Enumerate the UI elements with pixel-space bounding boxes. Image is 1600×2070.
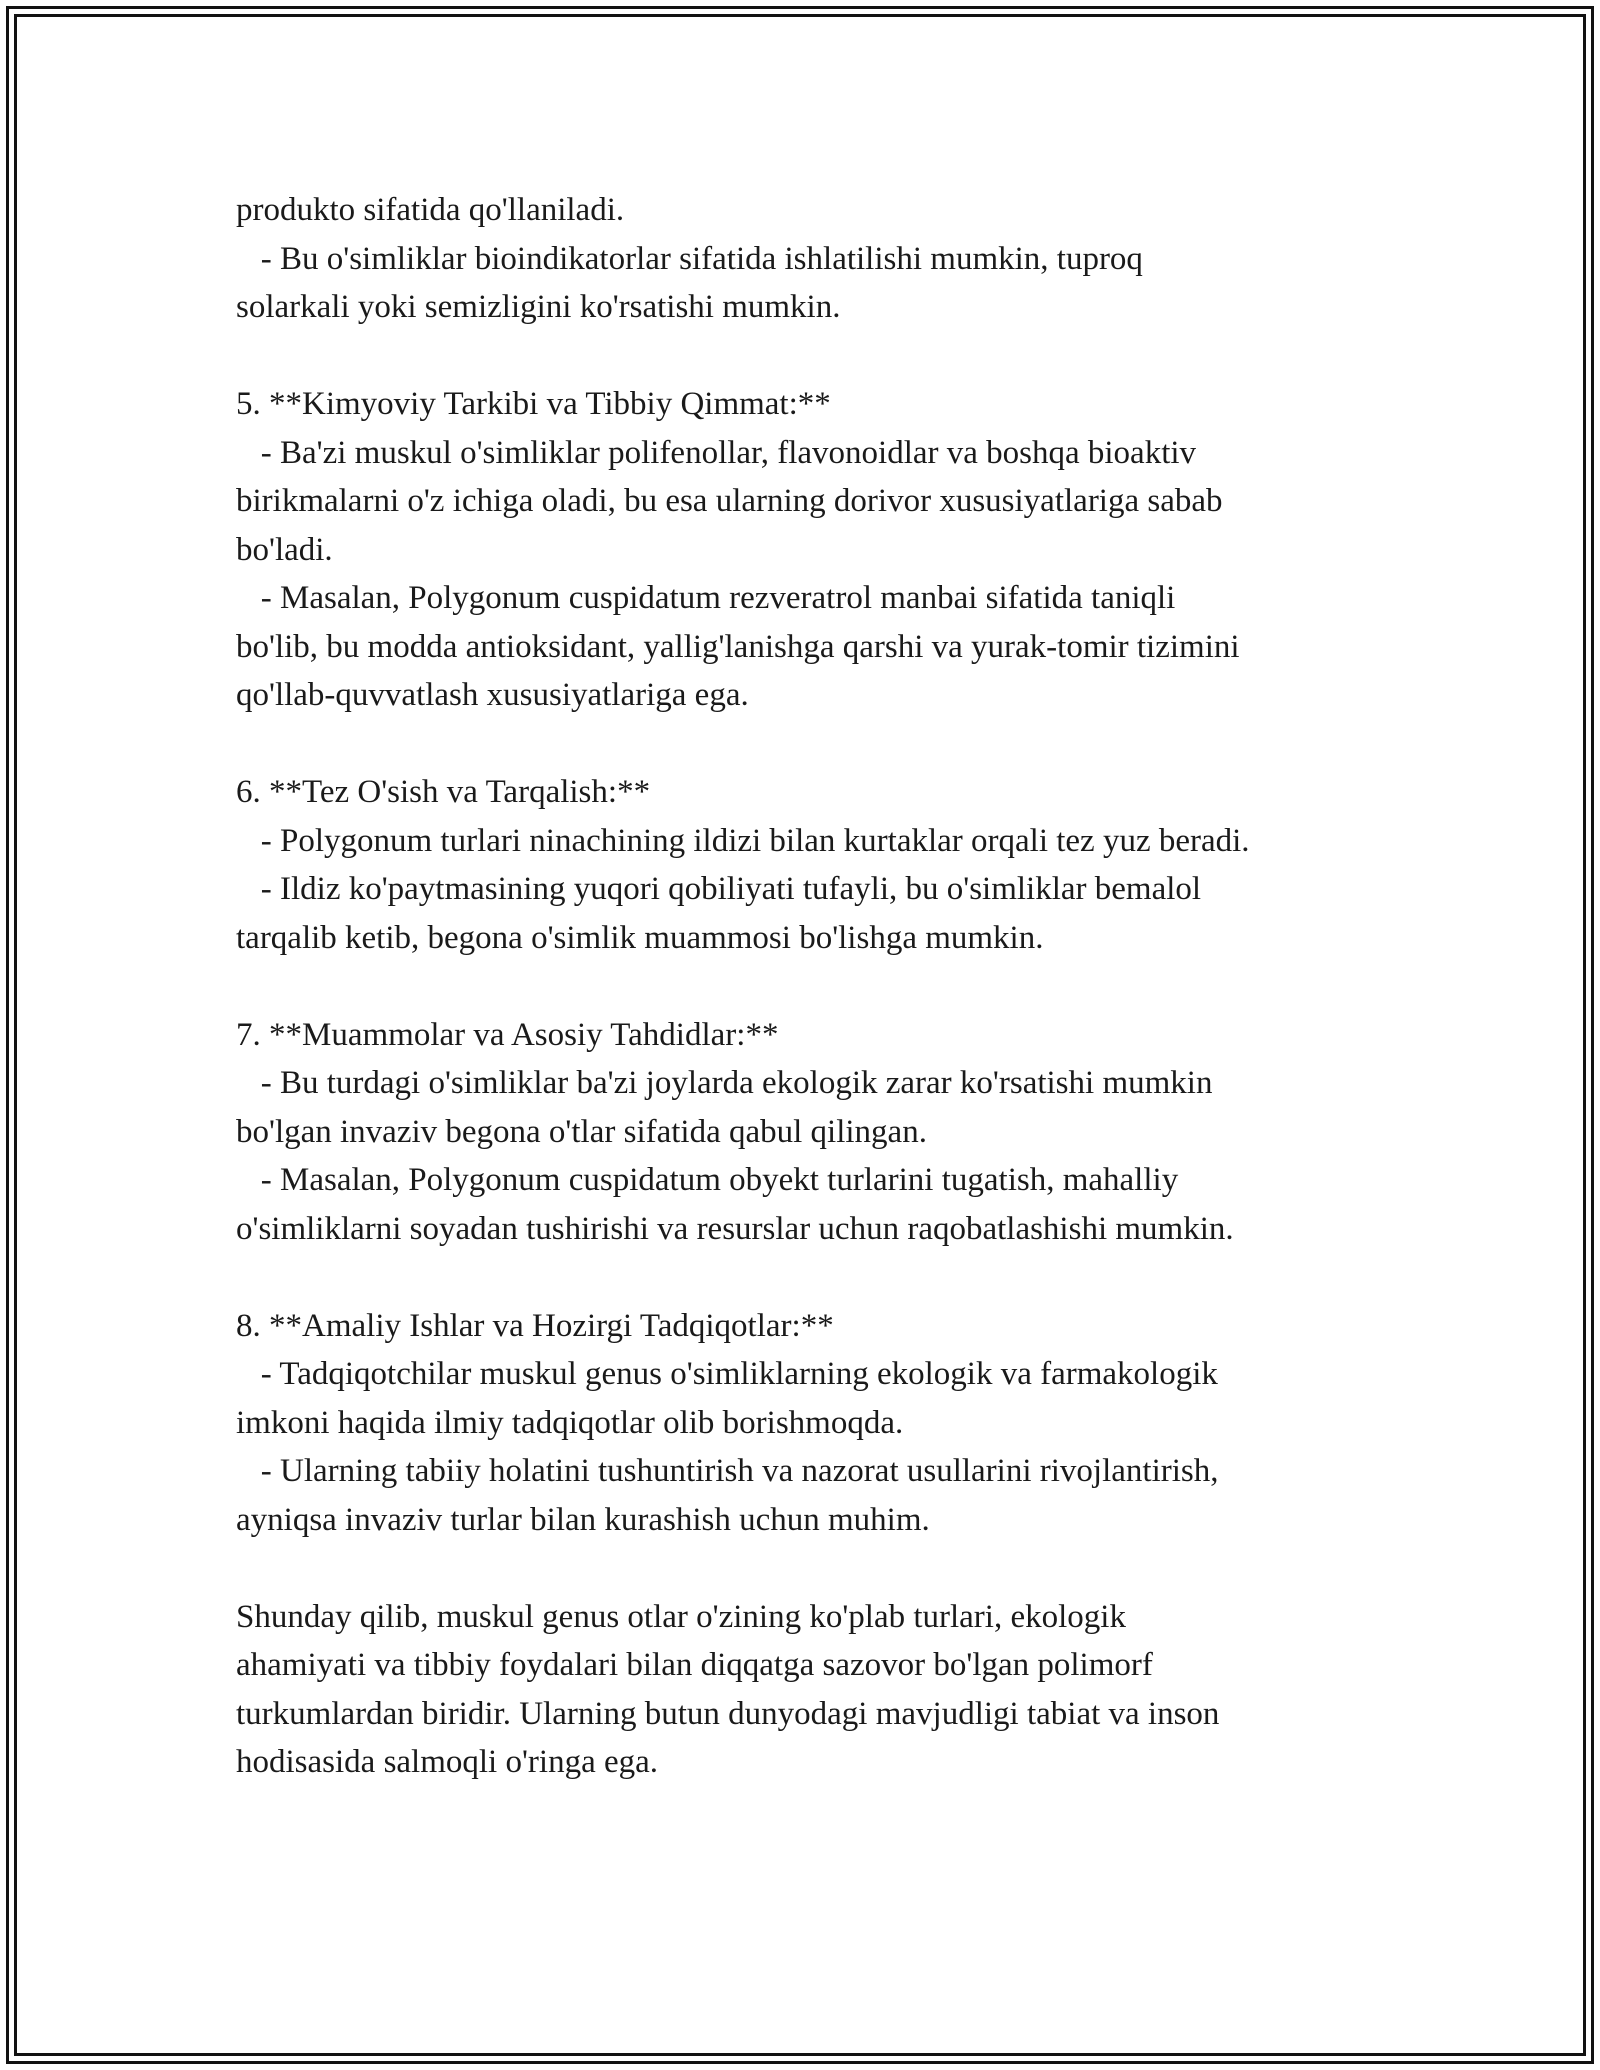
text-line: hodisasida salmoqli o'ringa ega.	[236, 1744, 659, 1780]
text-line: - Polygonum turlari ninachining ildizi bilan kurtaklar orqali tez yuz beradi.	[236, 822, 1250, 859]
text-line: 5. **Kimyoviy Tarkibi va Tibbiy Qimmat:**	[236, 386, 831, 422]
text-line: birikmalarni o'z ichiga oladi, bu esa ularning dorivor xususiyatlariga sabab	[236, 483, 1223, 519]
blank-line	[236, 1544, 1386, 1593]
text-line: - Ildiz ko'paytmasining yuqori qobiliyati tufayli, bu o'simliklar bemalol	[236, 871, 1202, 907]
text-line: - Tadqiqotchilar muskul genus o'simliklarning ekologik va farmakologik	[236, 1356, 1218, 1392]
text-line: bo'lgan invaziv begona o'tlar sifatida qabul qilingan.	[236, 1113, 927, 1150]
text-line: - Bu o'simliklar bioindikatorlar sifatida ishlatilishi mumkin, tuproq	[236, 240, 1143, 277]
text-line: ayniqsa invaziv turlar bilan kurashish uchun muhim.	[236, 1501, 930, 1538]
text-line: 6. **Tez O'sish va Tarqalish:**	[236, 774, 651, 810]
text-line: bo'ladi.	[236, 531, 333, 568]
blank-line	[236, 720, 1386, 769]
text-line: - Bu turdagi o'simliklar ba'zi joylarda ekologik zarar ko'rsatishi mumkin	[236, 1065, 1213, 1101]
document-body	[236, 186, 1386, 1787]
blank-line	[236, 962, 1386, 1011]
text-line: solarkali yoki semizligini ko'rsatishi mumkin.	[236, 289, 841, 325]
text-line: - Masalan, Polygonum cuspidatum obyekt turlarini tugatish, mahalliy	[236, 1162, 1179, 1198]
blank-line	[236, 1253, 1386, 1302]
text-line: o'simliklarni soyadan tushirishi va resurslar uchun raqobatlashishi mumkin.	[236, 1210, 1234, 1247]
text-line: - Ularning tabiiy holatini tushuntirish va nazorat usullarini rivojlantirish,	[236, 1453, 1219, 1489]
text-line: qo'llab-quvvatlash xususiyatlariga ega.	[236, 677, 749, 713]
text-line: - Masalan, Polygonum cuspidatum rezveratrol manbai sifatida taniqli	[236, 580, 1176, 616]
text-line: produkto sifatida qo'llaniladi.	[236, 192, 625, 228]
text-line: Shunday qilib, muskul genus otlar o'zining ko'plab turlari, ekologik	[236, 1598, 1126, 1635]
text-line: 7. **Muammolar va Asosiy Tahdidlar:**	[236, 1016, 779, 1053]
text-line: bo'lib, bu modda antioksidant, yallig'lanishga qarshi va yurak-tomir tizimini	[236, 628, 1240, 665]
text-line: turkumlardan biridir. Ularning butun dunyodagi mavjudligi tabiat va inson	[236, 1695, 1220, 1732]
blank-line	[236, 332, 1386, 381]
text-line: tarqalib ketib, begona o'simlik muammosi bo'lishga mumkin.	[236, 919, 1044, 956]
text-line: - Ba'zi muskul o'simliklar polifenollar, flavonoidlar va boshqa bioaktiv	[236, 434, 1197, 471]
text-line: ahamiyati va tibbiy foydalari bilan diqqatga sazovor bo'lgan polimorf	[236, 1647, 1153, 1683]
text-line: imkoni haqida ilmiy tadqiqotlar olib borishmoqda.	[236, 1404, 904, 1441]
text-line: 8. **Amaliy Ishlar va Hozirgi Tadqiqotlar:**	[236, 1307, 834, 1344]
